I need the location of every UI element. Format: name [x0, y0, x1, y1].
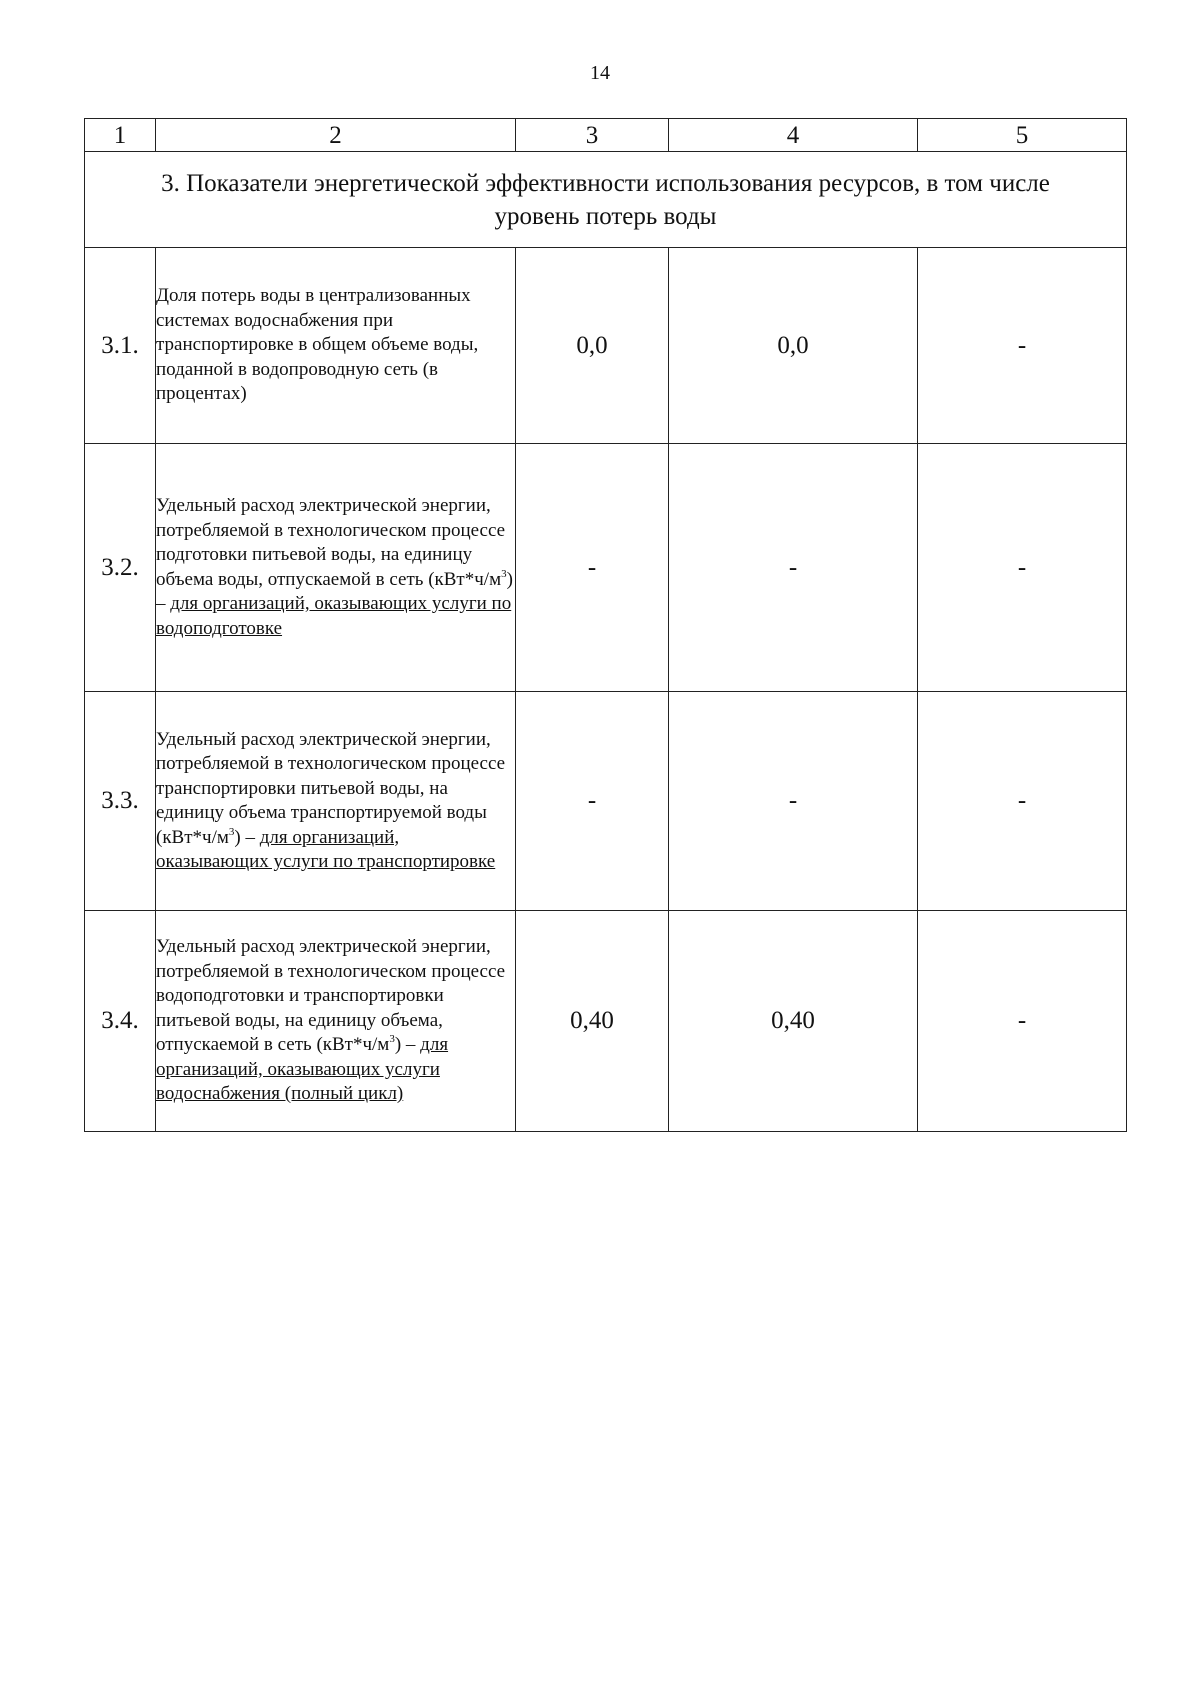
row-number: 3.1.	[85, 248, 156, 444]
table-row	[85, 692, 1127, 911]
row-description	[156, 692, 516, 911]
value-col3: 0,40	[516, 911, 669, 1132]
row-description	[156, 444, 516, 692]
section-title: 3. Показатели энергетической эффективности использования ресурсов, в том числе уровень потерь воды	[85, 152, 1127, 248]
value-col3: -	[516, 444, 669, 692]
description-text: Доля потерь воды в централизованных системах водоснабжения при транспортировке в общем объеме воды, поданной в водопроводную сеть (в процентах)	[156, 285, 479, 405]
value-col4: 0,40	[669, 911, 918, 1132]
value-col5: -	[918, 444, 1127, 692]
table-row	[85, 444, 1127, 692]
column-header-4: 4	[669, 119, 918, 152]
superscript: 3	[501, 567, 507, 580]
value-col4: 0,0	[669, 248, 918, 444]
column-number-row	[85, 119, 1127, 152]
description-text: Удельный расход электрической энергии, потребляемой в технологическом процессе водоподготовки и транспортировки питьевой воды, на единицу объема, отпускаемой в сеть (кВт*ч/м	[156, 936, 506, 1056]
table-row	[85, 248, 1127, 444]
description-text-after-superscript: ) –	[156, 568, 513, 614]
column-header-3: 3	[516, 119, 669, 152]
row-description	[156, 911, 516, 1132]
value-col5: -	[918, 911, 1127, 1132]
superscript: 3	[228, 825, 235, 838]
description-underlined-text: для организаций, оказывающих услуги водоснабжения (полный цикл)	[156, 1034, 449, 1105]
section-row	[85, 152, 1127, 248]
value-col5: -	[918, 692, 1127, 911]
page-number: 14	[590, 62, 610, 84]
indicators-table	[84, 118, 1127, 1132]
description-text-after-superscript: ) –	[394, 1034, 421, 1056]
column-header-5: 5	[918, 119, 1127, 152]
value-col5: -	[918, 248, 1127, 444]
table-row	[85, 911, 1127, 1132]
value-col4: -	[669, 692, 918, 911]
row-number: 3.3.	[85, 692, 156, 911]
value-col4: -	[669, 444, 918, 692]
row-description	[156, 248, 516, 444]
column-header-1: 1	[85, 119, 156, 152]
column-header-2: 2	[156, 119, 516, 152]
description-text: Удельный расход электрической энергии, потребляемой в технологическом процессе транспортировки питьевой воды, на единицу объема транспортируемой воды (кВт*ч/м	[156, 728, 506, 848]
description-text: Удельный расход электрической энергии, потребляемой в технологическом процессе подготовки питьевой воды, на единицу объема воды, отпускаемой в сеть (кВт*ч/м	[156, 495, 506, 590]
value-col3: -	[516, 692, 669, 911]
description-underlined-text: для организаций, оказывающих услуги по водоподготовке	[156, 593, 512, 639]
description-underlined-text: для организаций, оказывающих услуги по транспортировке	[156, 826, 496, 872]
row-number: 3.2.	[85, 444, 156, 692]
description-text-after-superscript: ) –	[234, 826, 260, 848]
value-col3: 0,0	[516, 248, 669, 444]
superscript: 3	[389, 1033, 395, 1046]
row-number: 3.4.	[85, 911, 156, 1132]
